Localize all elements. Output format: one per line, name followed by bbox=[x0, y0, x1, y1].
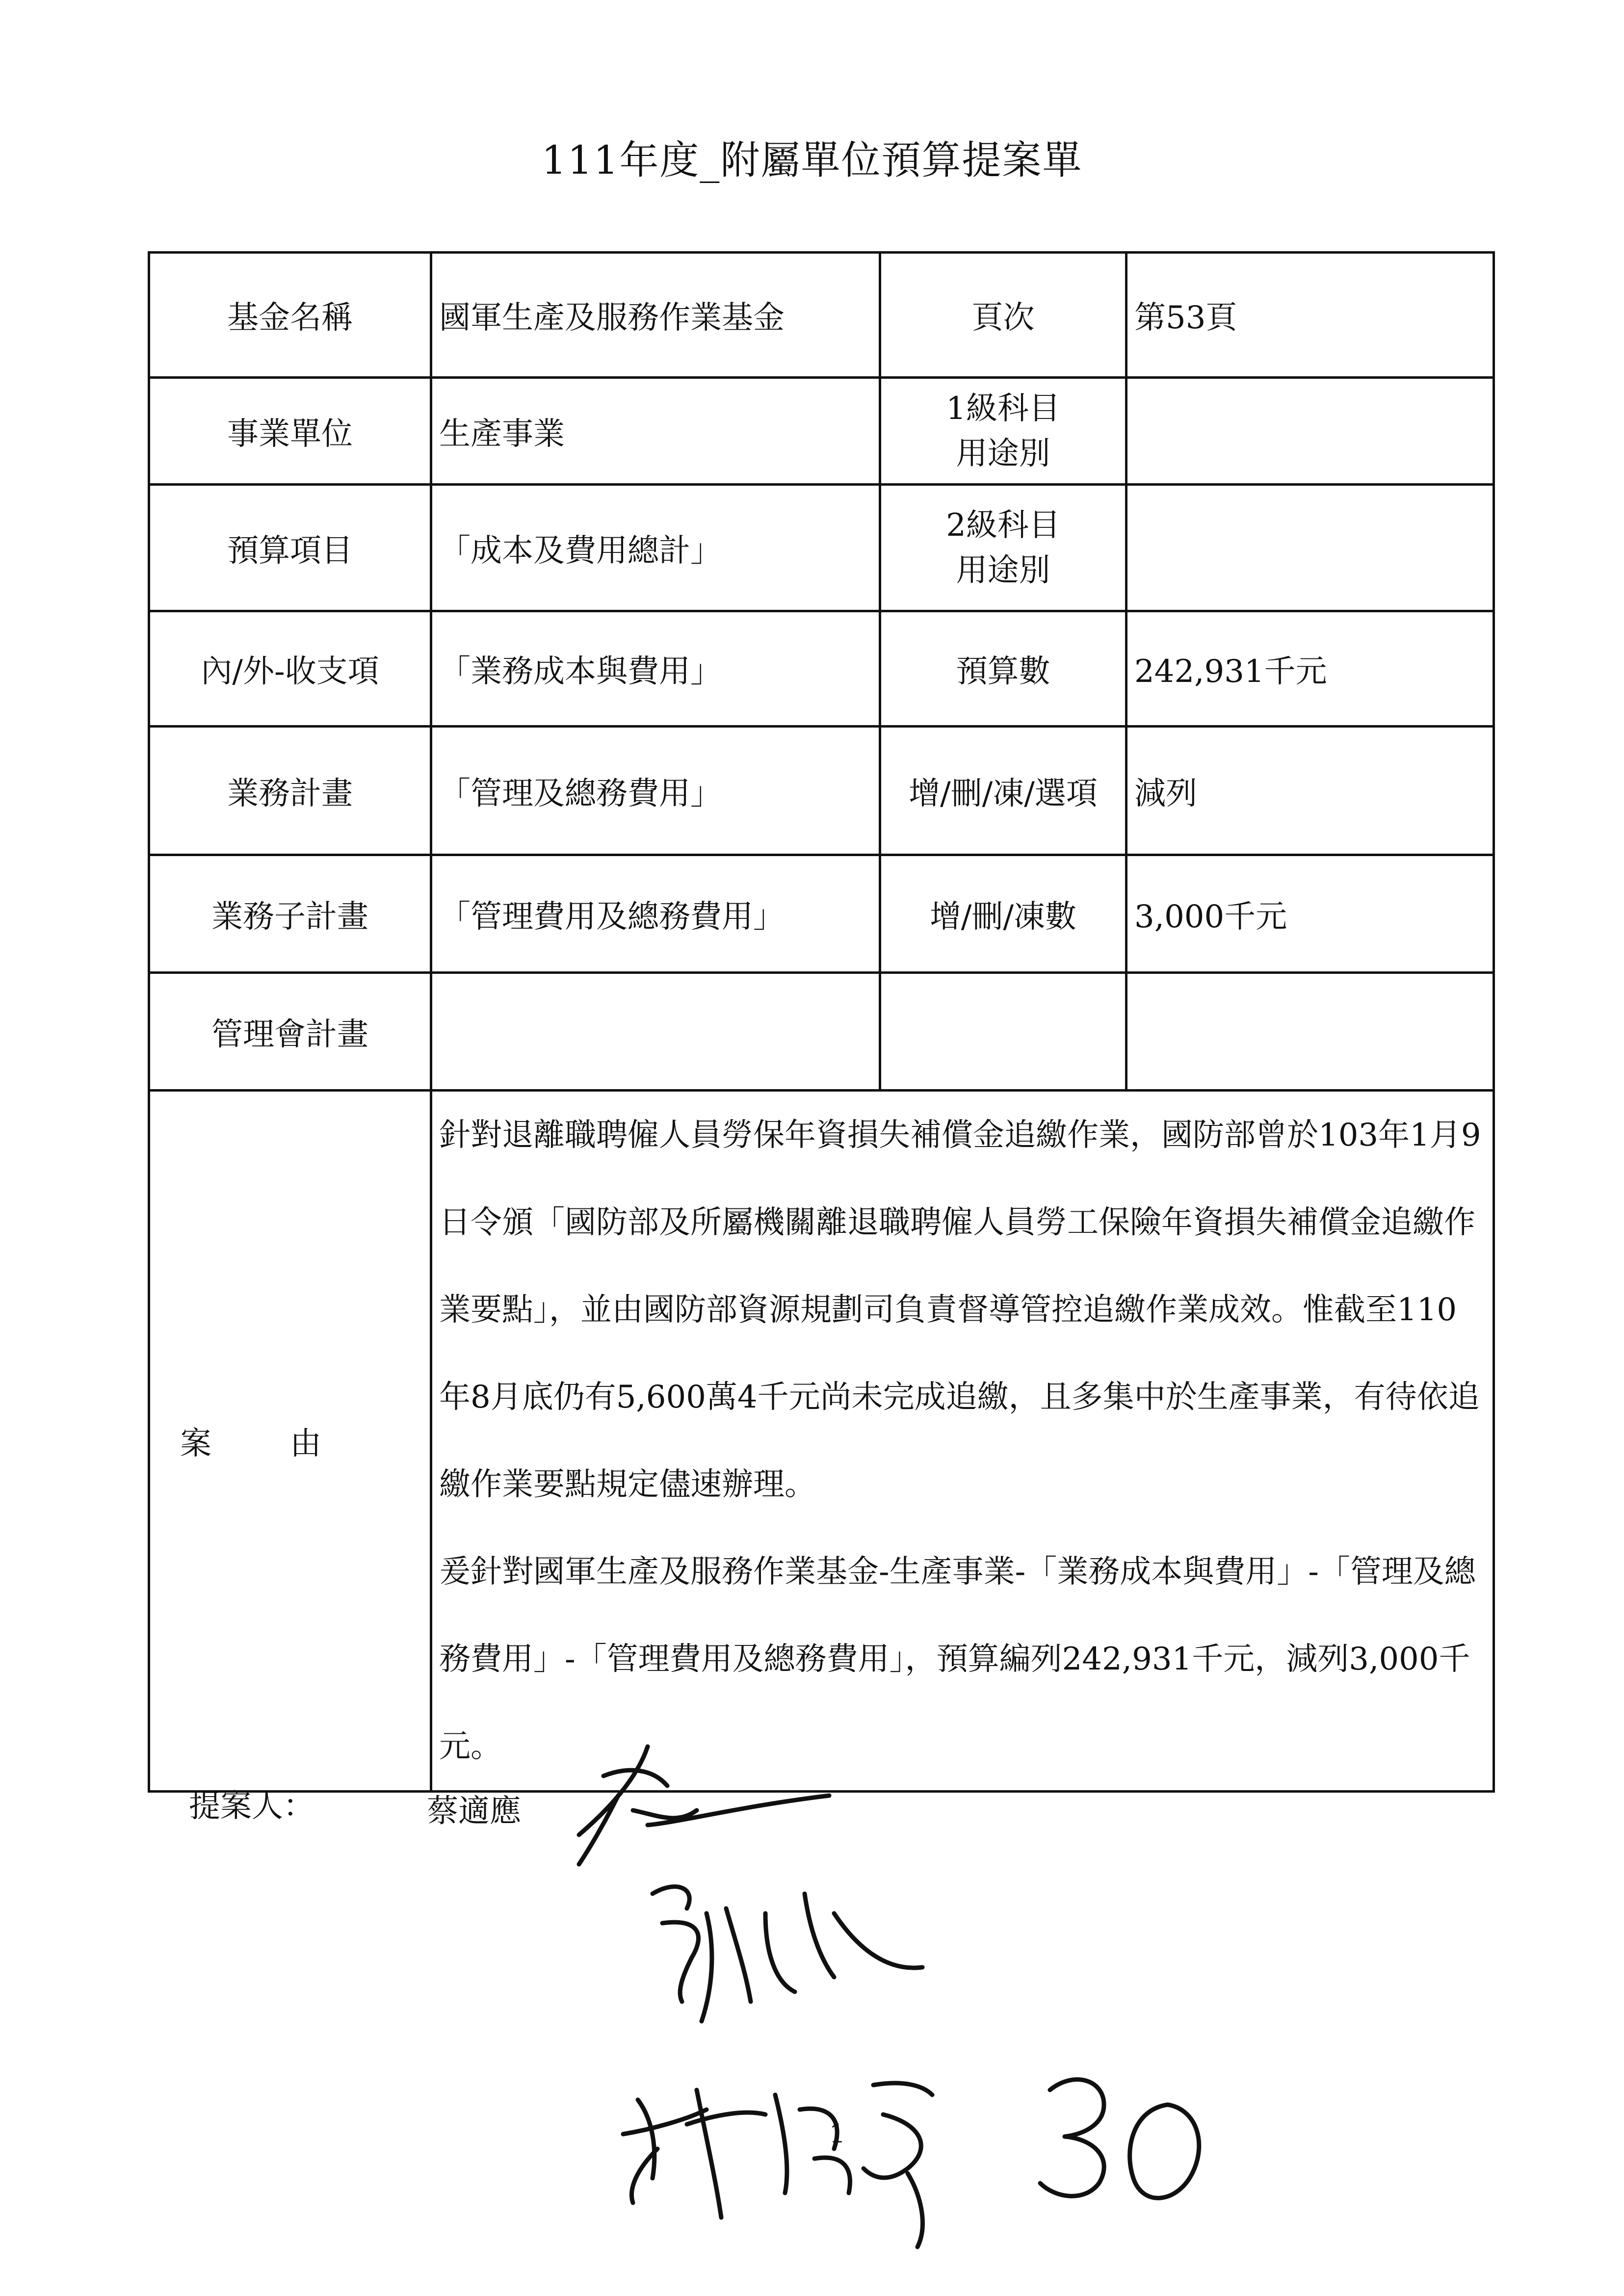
document-title: 111年度_附屬單位預算提案單 bbox=[541, 137, 1083, 183]
budget-amount-value: 242,931千元 bbox=[1126, 611, 1494, 727]
revenue-expense-label: 內/外-收支項 bbox=[149, 611, 431, 727]
level2-subject-label bbox=[880, 485, 1126, 611]
management-accounting-value bbox=[431, 973, 880, 1091]
budget-item-label: 預算項目 bbox=[149, 485, 431, 611]
revenue-expense-value: 「業務成本與費用」 bbox=[431, 611, 880, 727]
sub-plan-label: 業務子計畫 bbox=[149, 855, 431, 973]
reason-paragraph-1: 針對退離職聘僱人員勞保年資損失補償金追繳作業，國防部曾於103年1月9日令頒「國防部及所屬機關離退職聘僱人員勞工保險年資損失補償金追繳作業要點」，並由國防部資源規劃司負責督導管控追繳作業成效。惟截至110年8月底仍有5,600萬4千元尚未完成追繳，且多集中於生產事業，有待依追繳作業要點規定儘速辦理。 bbox=[439, 1117, 1481, 1503]
level1-subject-label bbox=[880, 378, 1126, 485]
proposer-label: 提案人： bbox=[189, 1788, 314, 1825]
business-unit-label: 事業單位 bbox=[149, 378, 431, 485]
proposer-name: 蔡適應 bbox=[427, 1793, 521, 1829]
level2-subject-line2: 用途別 bbox=[956, 552, 1050, 589]
table-row bbox=[149, 485, 1494, 611]
level2-subject-value bbox=[1126, 485, 1494, 611]
reason-label: 案由 bbox=[149, 1091, 431, 1792]
table-row bbox=[149, 1091, 1494, 1792]
action-amount-label: 增/刪/凍數 bbox=[880, 855, 1126, 973]
fund-name-value: 國軍生產及服務作業基金 bbox=[431, 253, 880, 378]
level1-subject-line1: 1級科目 bbox=[946, 390, 1060, 427]
table-row bbox=[149, 611, 1494, 727]
proposal-form-table bbox=[148, 251, 1495, 1793]
level1-subject-value bbox=[1126, 378, 1494, 485]
sub-plan-value: 「管理費用及總務費用」 bbox=[431, 855, 880, 973]
reason-content bbox=[431, 1091, 1494, 1792]
level1-subject-line2: 用途別 bbox=[956, 435, 1050, 472]
action-amount-value: 3,000千元 bbox=[1126, 855, 1494, 973]
business-plan-label: 業務計畫 bbox=[149, 727, 431, 855]
level2-subject-line1: 2級科目 bbox=[946, 507, 1060, 544]
table-row bbox=[149, 973, 1494, 1091]
business-unit-value: 生產事業 bbox=[431, 378, 880, 485]
budget-item-value: 「成本及費用總計」 bbox=[431, 485, 880, 611]
business-plan-value: 「管理及總務費用」 bbox=[431, 727, 880, 855]
page-number: 1 bbox=[829, 2119, 846, 2149]
reason-paragraph-2: 爰針對國軍生產及服務作業基金-生產事業-「業務成本與費用」-「管理及總務費用」-「管理費用及總務費用」，預算編列242,931千元，減列3,000千元。 bbox=[439, 1554, 1476, 1765]
page-value: 第53頁 bbox=[1126, 253, 1494, 378]
budget-amount-label: 預算數 bbox=[880, 611, 1126, 727]
empty-mid-label bbox=[880, 973, 1126, 1091]
action-option-value: 減列 bbox=[1126, 727, 1494, 855]
fund-name-label: 基金名稱 bbox=[149, 253, 431, 378]
table-row bbox=[149, 253, 1494, 378]
page-label: 頁次 bbox=[880, 253, 1126, 378]
empty-mid-value bbox=[1126, 973, 1494, 1091]
table-row bbox=[149, 855, 1494, 973]
table-row bbox=[149, 378, 1494, 485]
table-row bbox=[149, 727, 1494, 855]
action-option-label: 增/刪/凍/選項 bbox=[880, 727, 1126, 855]
management-accounting-label: 管理會計畫 bbox=[149, 973, 431, 1091]
